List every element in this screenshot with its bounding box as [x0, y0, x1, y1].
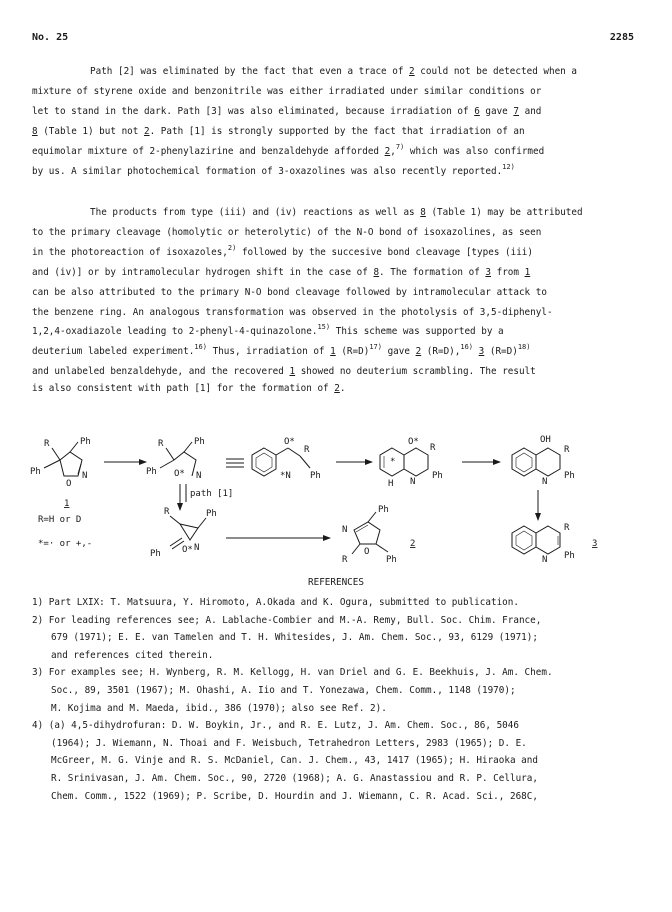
r-label: R: [158, 439, 164, 449]
text-run: The products from type (iii) and (iv) reactions as well as: [90, 207, 421, 218]
citation: 18): [517, 343, 531, 352]
reference-text: Part LXIX: T. Matsuura, Y. Hiromoto, A.Okada and K. Ogura, submitted to publication.: [48, 597, 519, 608]
n-label: N: [194, 543, 200, 553]
para2-line: the benzene ring. An analogous transformation was observed in the photolysis of 3,5-diphenyl-: [32, 306, 553, 318]
compound-number: 1: [330, 346, 336, 358]
text-run: Thus, irradiation of: [206, 346, 331, 358]
compound-number: 8: [373, 266, 380, 278]
reference-text: For leading references see; A. Lablache-Combier and M.-A. Remy, Bull. Soc. Chim. France,: [48, 614, 542, 626]
compound-3-structure: [512, 523, 575, 565]
n-label: N: [542, 477, 548, 487]
text-run: deuterium labeled experiment.: [32, 346, 195, 358]
compound-label-1: 1: [64, 499, 70, 509]
r-label: R: [342, 555, 348, 565]
star-label: *: [390, 457, 396, 467]
compound-2-structure: [342, 505, 397, 565]
r-label: R: [44, 439, 50, 449]
para1-line: [32, 142, 642, 162]
ph-label: Ph: [386, 555, 397, 565]
reference-line: [32, 612, 652, 630]
compound-number: 8: [32, 125, 38, 137]
n-star-label: *N: [280, 471, 291, 481]
reference-text: (a) 4,5-dihydrofuran: D. W. Boykin, Jr., and R. E. Lutz, J. Am. Chem. Soc., 86, 5046: [48, 720, 519, 732]
compound-number: 6: [474, 105, 480, 117]
reference-line: [32, 594, 652, 612]
text-run: This scheme was supported by a: [330, 326, 504, 338]
ph-label: Ph: [30, 467, 41, 477]
reaction-scheme: [30, 434, 650, 574]
compound-number: 1: [289, 366, 296, 378]
text-run: Path [2] was eliminated by the fact that even a trace of: [90, 66, 410, 77]
citation: 12): [502, 162, 515, 171]
text-run: . The formation of: [379, 266, 486, 278]
reference-line: Soc., 89, 3501 (1967); M. Ohashi, A. Iio and T. Yonezawa, Chem. Comm., 1148 (1970);: [51, 684, 516, 696]
azirine-aldehyde-structure: [150, 507, 217, 559]
n-label: N: [542, 555, 548, 565]
text-run: (Table 1) but not: [37, 125, 144, 137]
r-label: R: [304, 445, 310, 455]
reference-line: McGreer, M. G. Vinje and R. S. McDaniel, Can. J. Chem., 43, 1417 (1965); H. Hiraoka and: [51, 755, 538, 767]
reference-number: 3): [32, 667, 49, 679]
text-run: let to stand in the dark. Path [3] was also eliminated, because irradiation of: [32, 105, 475, 117]
reference-line: M. Kojima and M. Maeda, ibid., 386 (1970); also see Ref. 2).: [51, 702, 387, 714]
reference-line: 679 (1971); E. E. van Tamelen and T. H. Whitesides, J. Am. Chem. Soc., 93, 6129 (1971);: [51, 632, 538, 644]
n-label: N: [410, 477, 416, 487]
compound-1-structure: [30, 437, 91, 489]
text-run: 1,2,4-oxadiazole leading to 2-phenyl-4-quinazolone.: [32, 326, 318, 338]
reference-line: (1964); J. Wiemann, N. Thoai and F. Weisbuch, Tetrahedron Letters, 2983 (1965); D. E.: [51, 737, 527, 749]
citation: 16): [194, 343, 207, 352]
text-run: . Path [1] is strongly supported by the fact that irradiation of an: [149, 125, 525, 137]
references-title: REFERENCES: [308, 577, 364, 588]
para2-line: to the primary cleavage (homolytic or heterolytic) of the N-O bond of isoxazolines, as seen: [32, 226, 542, 238]
para2-line: [32, 342, 642, 362]
compound-number: 2: [334, 383, 340, 395]
r-label: R: [564, 445, 570, 455]
ph-label: Ph: [150, 549, 161, 559]
reference-number: 1): [32, 597, 49, 608]
reference-text: For examples see; H. Wynberg, R. M. Kellogg, H. van Driel and G. E. Beekhuis, J. Am. Chem.: [48, 667, 553, 679]
paragraph-2: [32, 203, 642, 396]
ph-label: Ph: [80, 437, 91, 447]
o-star-label: O*: [182, 545, 193, 555]
para2-line: can be also attributed to the primary N-O bond cleavage followed by intramolecular attack to: [32, 286, 547, 298]
text-run: equimolar mixture of 2-phenylazirine and benzaldehyde afforded: [32, 145, 385, 157]
text-run: gave: [479, 105, 514, 117]
text-run: by us. A similar photochemical formation of 3-oxazolines was also recently reported.: [32, 165, 503, 177]
text-run: which was also confirmed: [404, 145, 545, 157]
reference-line: [32, 717, 652, 735]
text-run: and (iv)] or by intramolecular hydrogen shift in the case of: [32, 266, 374, 278]
text-run: and: [519, 105, 542, 117]
text-run: (R=D),: [421, 346, 461, 358]
n-label: N: [196, 471, 202, 481]
reference-number: 2): [32, 614, 49, 626]
para1-line: [32, 102, 642, 122]
journal-number: No. 25: [32, 32, 69, 43]
text-run: from: [491, 266, 525, 278]
o-star-label: O*: [408, 437, 419, 447]
n-label: N: [342, 525, 348, 535]
citation: 16): [460, 343, 474, 352]
r-note: R=H or D: [38, 515, 82, 525]
citation: 7): [395, 142, 405, 151]
diradical-structure: [146, 437, 205, 481]
text-run: (R=D): [484, 346, 518, 358]
text-run: could not be detected when a: [414, 66, 577, 77]
ph-label: Ph: [206, 509, 217, 519]
para1-line: mixture of styrene oxide and benzonitrile was either irradiated under similar conditions or: [32, 85, 542, 97]
compound-number: 8: [420, 207, 426, 218]
compound-number: 2: [143, 125, 150, 137]
compound-label-3: 3: [592, 539, 598, 549]
para1-line: [32, 62, 642, 82]
open-chain-structure: [252, 437, 321, 481]
page-number: 2285: [609, 32, 634, 43]
para2-line: [32, 322, 642, 342]
para2-line: [32, 263, 642, 283]
compound-number: 2: [415, 346, 422, 358]
text-run: (R=D): [335, 346, 370, 358]
compound-number: 3: [485, 266, 492, 278]
citation: 2): [227, 243, 237, 252]
compound-number: 2: [384, 145, 391, 157]
citation: 15): [317, 323, 331, 332]
cyclized-intermediate: [380, 437, 443, 489]
compound-number: 1: [524, 266, 531, 278]
reference-line: and references cited therein.: [51, 649, 214, 661]
para2-line: [32, 243, 642, 263]
ph-label: Ph: [564, 471, 575, 481]
citation: 17): [369, 343, 382, 352]
text-run: .: [339, 383, 346, 395]
references-list: [32, 594, 652, 805]
ph-label: Ph: [564, 551, 575, 561]
para2-line: [32, 382, 642, 396]
compound-number: 3: [478, 346, 485, 358]
text-run: showed no deuterium scrambling. The result: [295, 366, 536, 378]
reference-line: R. Srinivasan, J. Am. Chem. Soc., 90, 2720 (1968); A. G. Anastassiou and R. P. Cellura,: [51, 772, 538, 784]
path-label: path [1]: [190, 489, 234, 499]
ph-label: Ph: [310, 471, 321, 481]
ph-label: Ph: [146, 467, 157, 477]
hydroxy-dihydroquinoline: [512, 435, 575, 487]
text-run: followed by the succesive bond cleavage [types (iii): [236, 246, 533, 258]
reference-line: [32, 664, 652, 682]
r-label: R: [164, 507, 170, 517]
ph-label: Ph: [432, 471, 443, 481]
o-label: O: [66, 479, 72, 489]
o-label: O: [364, 547, 370, 557]
r-label: R: [430, 443, 436, 453]
text-run: (Table 1) may be attributed: [425, 207, 583, 218]
o-star-label: O*: [284, 437, 295, 447]
para2-line: [32, 203, 642, 223]
text-run: gave: [381, 346, 416, 358]
text-run: is also consistent with path [1] for the formation of: [32, 383, 335, 395]
compound-number: 7: [513, 105, 519, 117]
ph-label: Ph: [194, 437, 205, 447]
para2-line: [32, 362, 642, 382]
n-label: N: [82, 471, 88, 481]
r-label: R: [564, 523, 570, 533]
compound-number: 2: [409, 66, 415, 77]
text-run: and unlabeled benzaldehyde, and the recovered: [32, 366, 290, 378]
oh-label: OH: [540, 435, 551, 445]
h-label: H: [388, 479, 394, 489]
ph-label: Ph: [378, 505, 389, 515]
reference-line: Chem. Comm., 1522 (1969); P. Scribe, D. Hourdin and J. Wiemann, C. R. Acad. Sci., 268C,: [51, 790, 538, 802]
para1-line: [32, 122, 642, 142]
o-star-label: O*: [174, 469, 185, 479]
text-run: ,: [390, 145, 396, 157]
star-note: *=· or +,-: [38, 539, 93, 549]
text-run: in the photoreaction of isoxazoles,: [32, 246, 228, 258]
reference-number: 4): [32, 720, 49, 732]
para1-line: [32, 162, 642, 182]
compound-label-2: 2: [410, 539, 416, 549]
paragraph-1: [32, 62, 642, 181]
